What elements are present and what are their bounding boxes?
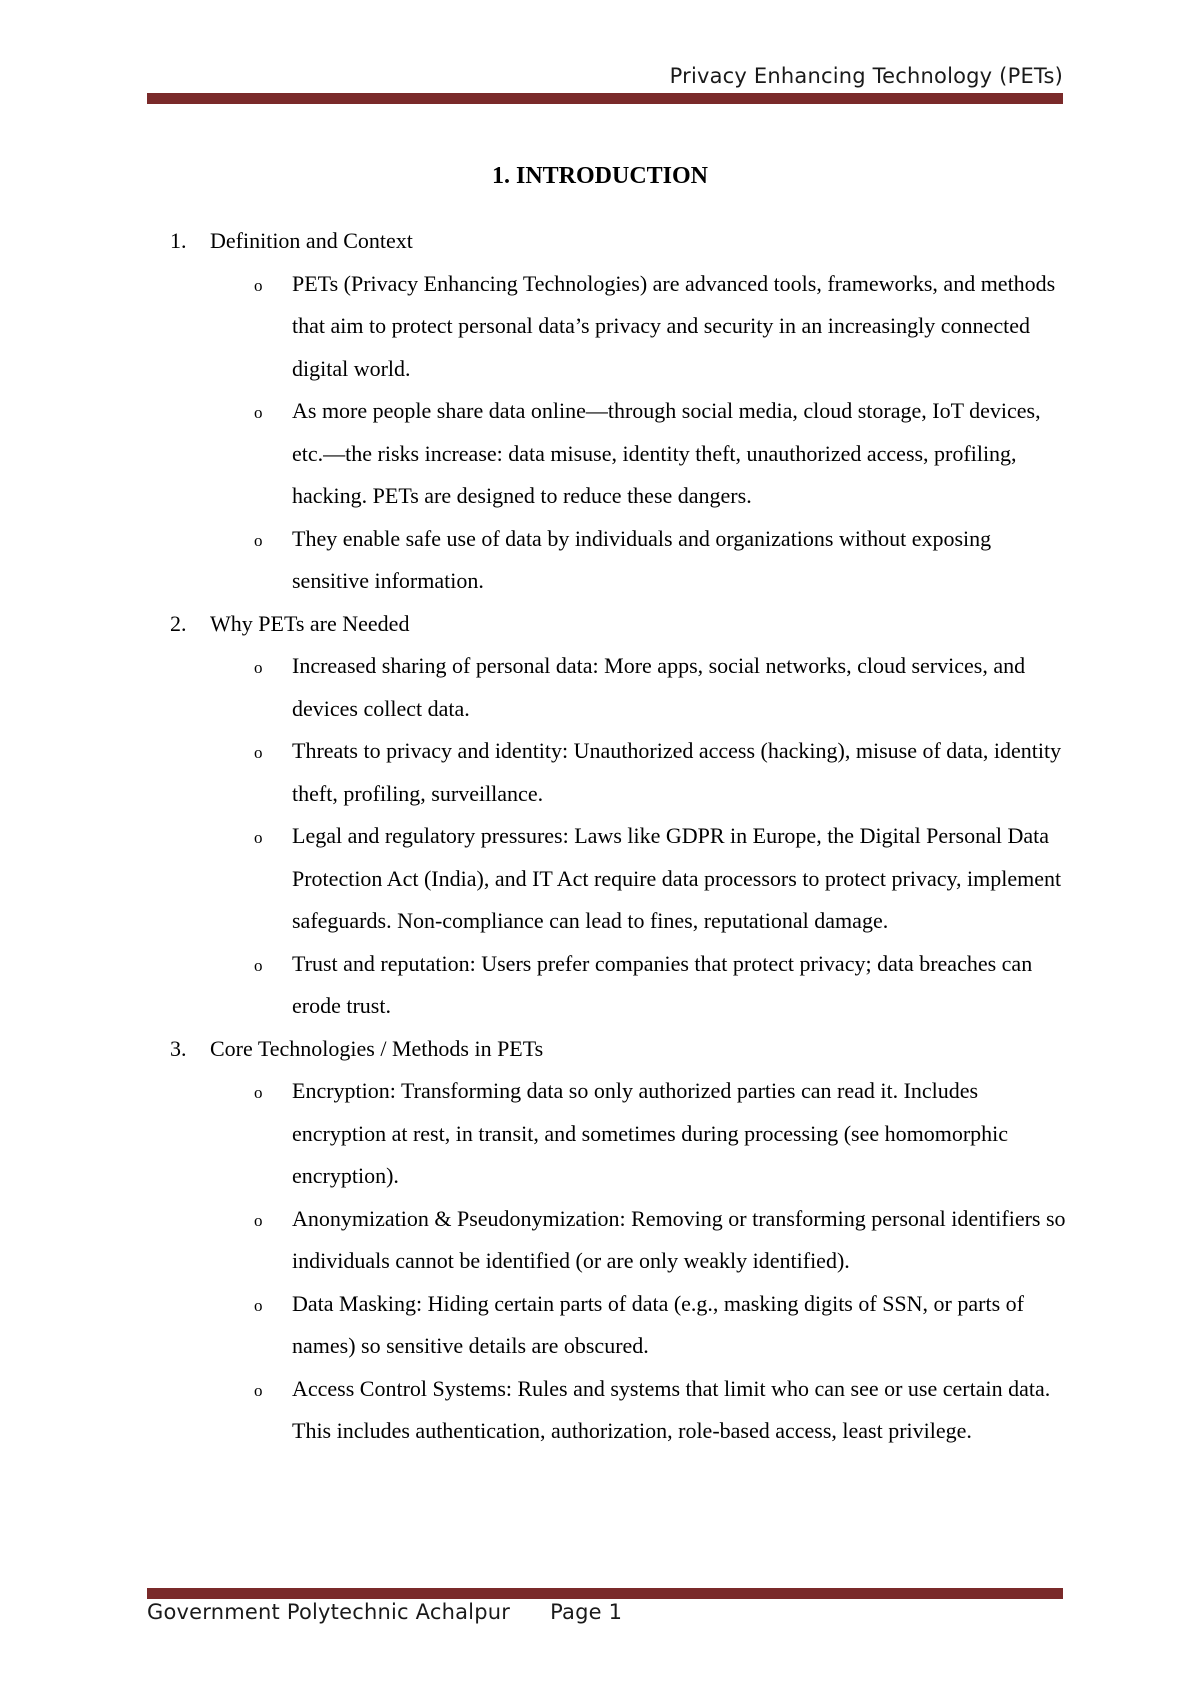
list-item-text: As more people share data online—through social media, cloud storage, IoT devices, etc.—the risks increase: data misuse, identity theft, unauthorized access, profiling, hacking. PETs are designed to reduce these dangers.: [292, 398, 1041, 508]
bullet-list: [170, 645, 1070, 1028]
list-item: [170, 730, 1070, 815]
bullet-glyph: o: [254, 530, 263, 550]
bullet-glyph: o: [254, 1380, 263, 1400]
list-item: [170, 1368, 1070, 1453]
bullet-glyph: o: [254, 1083, 263, 1102]
list-item-text: PETs (Privacy Enhancing Technologies) are advanced tools, frameworks, and methods that aim to protect personal data’s privacy and security in an increasingly connected digital world.: [292, 270, 1056, 381]
list-item-text: They enable safe use of data by individuals and organizations without exposing sensitive information.: [292, 525, 992, 593]
list-item-text: Anonymization & Pseudonymization: Removing or transforming personal identifiers so individuals cannot be identified (or are only weakly identified).: [292, 1205, 1066, 1273]
list-item: [170, 645, 1070, 730]
section-1: [170, 220, 1070, 603]
section-number: 1.: [170, 228, 187, 253]
section-3: [170, 1028, 1070, 1453]
list-item: [170, 1070, 1070, 1198]
section-number: 2.: [170, 610, 187, 636]
list-item-text: Data Masking: Hiding certain parts of data (e.g., masking digits of SSN, or parts of names) so sensitive details are obscured.: [292, 1290, 1024, 1358]
list-item-text: Threats to privacy and identity: Unauthorized access (hacking), misuse of data, identity theft, profiling, surveillance.: [292, 738, 1062, 806]
bullet-list: [170, 1070, 1070, 1453]
list-item-text: Trust and reputation: Users prefer companies that protect privacy; data breaches can erode trust.: [292, 950, 1033, 1018]
list-item-text: Access Control Systems: Rules and systems that limit who can see or use certain data. This includes authentication, authorization, role-based access, least privilege.: [292, 1375, 1051, 1443]
list-item: [170, 1283, 1070, 1368]
page-footer: [147, 1600, 622, 1624]
list-item: [170, 390, 1070, 518]
bullet-glyph: o: [254, 275, 263, 295]
page-title: 1. INTRODUCTION: [491, 163, 709, 189]
bullet-glyph: o: [254, 828, 263, 847]
list-item: [170, 943, 1070, 1028]
document-body: [170, 220, 1070, 1453]
list-item: [170, 263, 1070, 391]
list-item: [170, 815, 1070, 943]
bullet-glyph: o: [254, 403, 263, 422]
header-divider: [147, 93, 1063, 104]
list-item-text: Legal and regulatory pressures: Laws like GDPR in Europe, the Digital Personal Data Protection Act (India), and IT Act require data processors to protect privacy, implement safeguards. Non-compliance can lead to fines, reputational damage.: [292, 823, 1062, 933]
bullet-glyph: o: [254, 658, 263, 677]
section-heading-text: Core Technologies / Methods in PETs: [210, 1035, 544, 1061]
list-item: [170, 518, 1070, 603]
running-header: Privacy Enhancing Technology (PETs): [669, 64, 1063, 88]
bullet-glyph: o: [254, 955, 263, 975]
section-heading: [170, 603, 1070, 646]
list-item-text: Increased sharing of personal data: More apps, social networks, cloud services, and devices collect data.: [292, 653, 1026, 721]
bullet-glyph: o: [254, 1295, 263, 1315]
list-item-text: Encryption: Transforming data so only authorized parties can read it. Includes encryption at rest, in transit, and sometimes during processing (see homomorphic encryption).: [292, 1078, 1009, 1188]
section-heading: [170, 1028, 1070, 1071]
section-number: 3.: [170, 1035, 187, 1061]
section-heading-text: Why PETs are Needed: [210, 610, 410, 636]
list-item: [170, 1198, 1070, 1283]
footer-divider: [147, 1588, 1063, 1599]
bullet-list: [170, 263, 1070, 603]
section-heading-text: Definition and Context: [210, 228, 413, 253]
footer-page-number: Page 1: [550, 1600, 623, 1624]
bullet-glyph: o: [254, 1210, 263, 1230]
bullet-glyph: o: [254, 743, 263, 762]
section-heading: [170, 220, 1070, 263]
section-2: [170, 603, 1070, 1028]
footer-institution: Government Polytechnic Achalpur: [147, 1600, 511, 1624]
